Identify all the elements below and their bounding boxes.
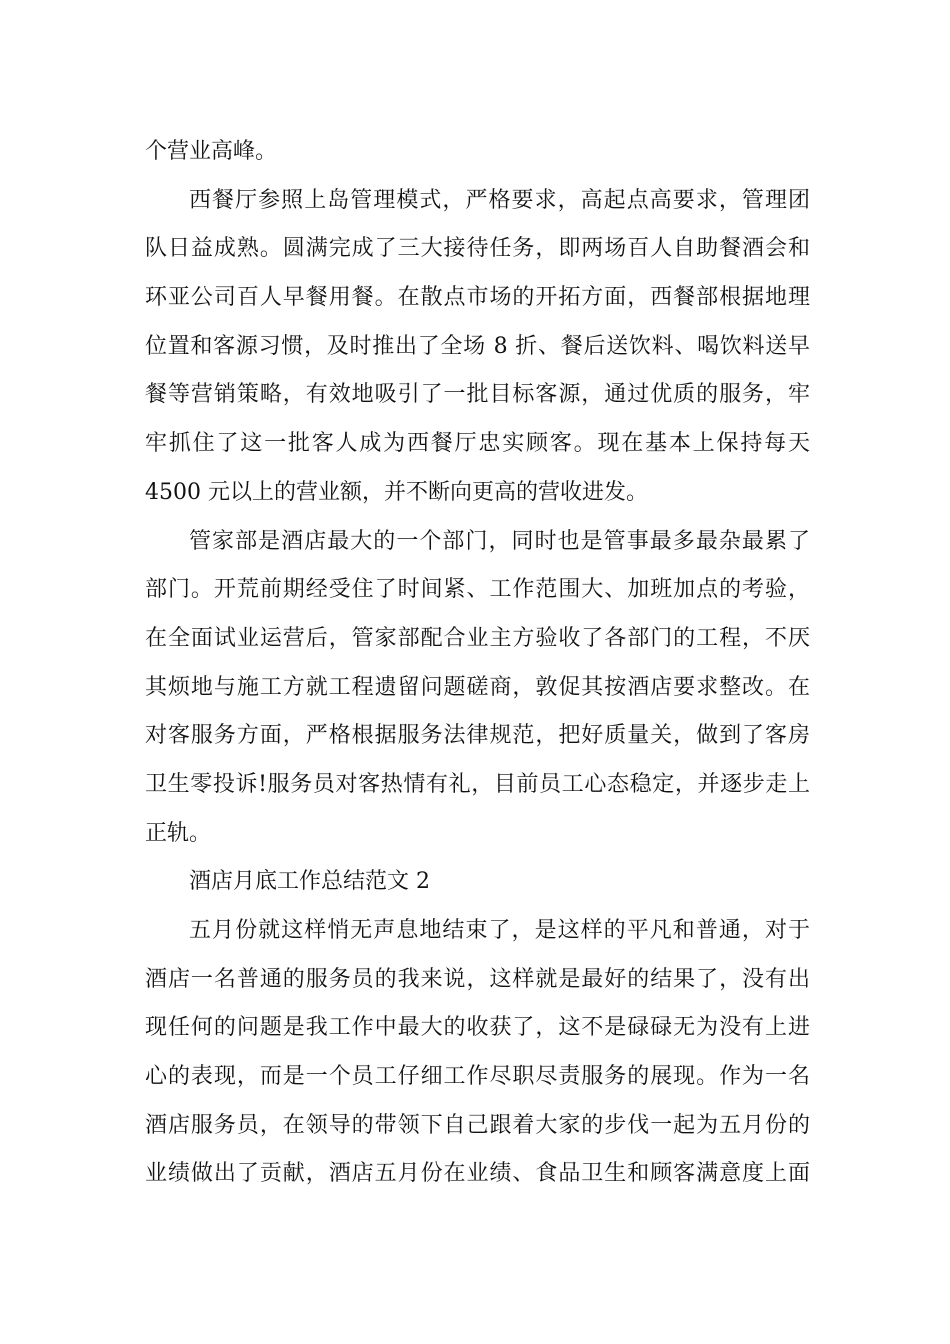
text-line: 心的表现，而是一个员工仔细工作尽职尽责服务的展现。作为一名 <box>145 1064 810 1090</box>
text-line: 4500 元以上的营业额，并不断向更高的营收进发。 <box>145 479 648 505</box>
text-line: 队日益成熟。圆满完成了三大接待任务，即两场百人自助餐酒会和 <box>145 236 810 262</box>
text-line: 部门。开荒前期经受住了时间紧、工作范围大、加班加点的考验， <box>145 577 810 603</box>
document-body <box>145 128 810 1199</box>
text-line: 西餐厅参照上岛管理模式，严格要求，高起点高要求，管理团 <box>189 187 810 213</box>
text-line: 现任何的问题是我工作中最大的收获了，这不是碌碌无为没有上进 <box>145 1015 810 1041</box>
text-line: 酒店服务员，在领导的带领下自己跟着大家的步伐一起为五月份的 <box>145 1112 810 1138</box>
text-line: 业绩做出了贡献，酒店五月份在业绩、食品卫生和顾客满意度上面 <box>145 1161 810 1187</box>
text-line: 餐等营销策略，有效地吸引了一批目标客源，通过优质的服务，牢 <box>145 382 810 408</box>
text-line: 酒店一名普通的服务员的我来说，这样就是最好的结果了，没有出 <box>145 966 810 992</box>
text-line: 位置和客源习惯，及时推出了全场 8 折、餐后送饮料、喝饮料送早 <box>145 333 810 359</box>
text-line: 个营业高峰。 <box>145 139 278 164</box>
text-line: 卫生零投诉!服务员对客热情有礼，目前员工心态稳定，并逐步走上 <box>145 771 810 797</box>
text-line: 正轨。 <box>145 820 212 846</box>
text-line: 五月份就这样悄无声息地结束了，是这样的平凡和普通，对于 <box>189 918 810 943</box>
text-line: 在全面试业运营后，管家部配合业主方验收了各部门的工程，不厌 <box>145 625 810 651</box>
text-line: 对客服务方面，严格根据服务法律规范，把好质量关，做到了客房 <box>145 723 810 749</box>
text-line: 牢抓住了这一批客人成为西餐厅忠实顾客。现在基本上保持每天 <box>145 431 810 457</box>
text-line: 其烦地与施工方就工程遗留问题磋商，敦促其按酒店要求整改。在 <box>145 674 810 700</box>
text-line: 环亚公司百人早餐用餐。在散点市场的开拓方面，西餐部根据地理 <box>145 285 810 311</box>
text-line: 管家部是酒店最大的一个部门，同时也是管事最多最杂最累了 <box>189 528 810 554</box>
text-line: 酒店月底工作总结范文 2 <box>189 869 430 895</box>
